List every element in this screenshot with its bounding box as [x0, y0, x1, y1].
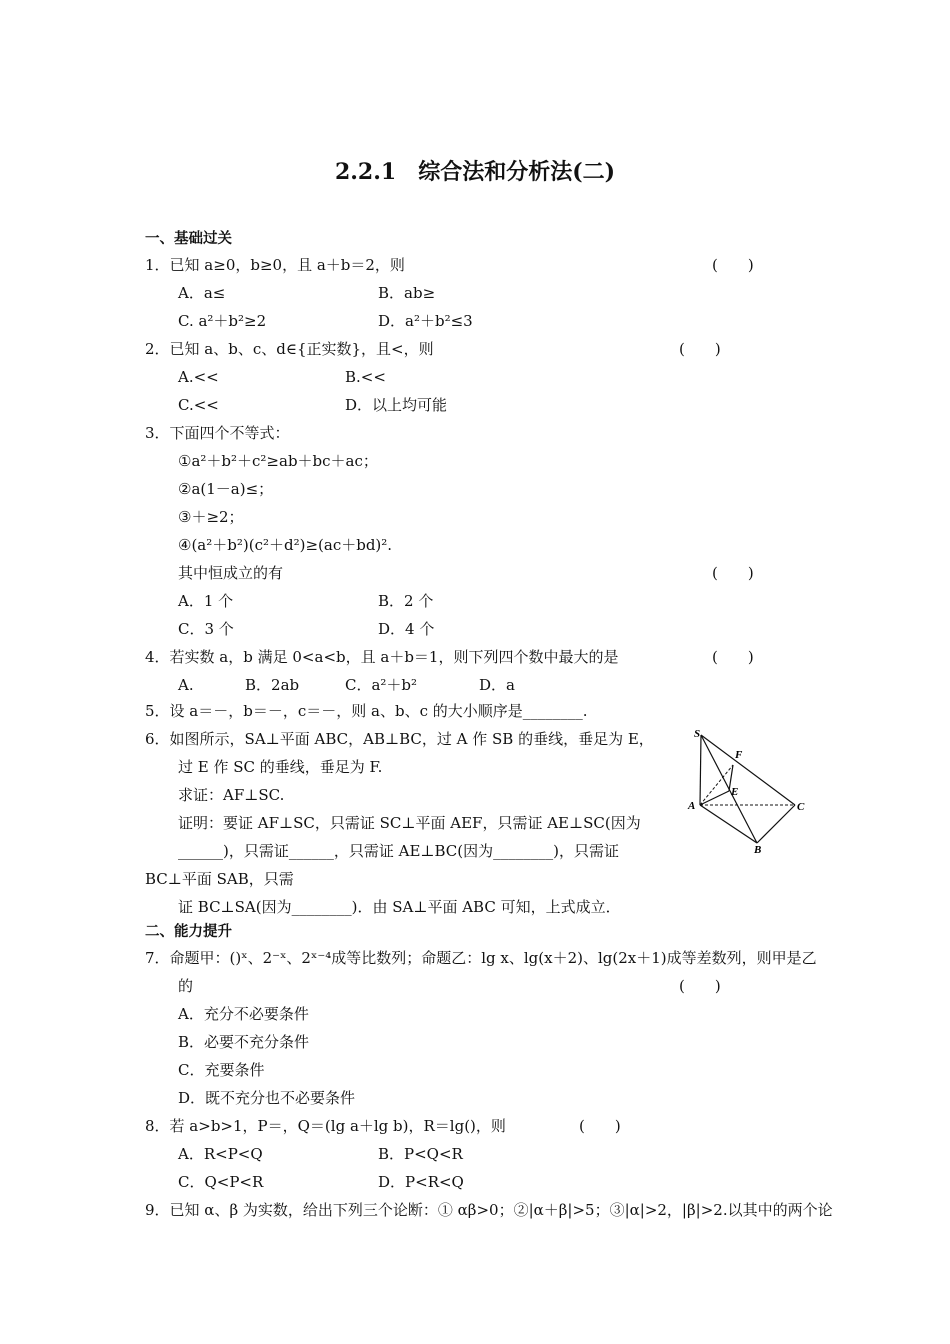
segment-af-hidden: [700, 765, 733, 805]
answer-bracket-q4: ( ): [712, 648, 754, 666]
q3-option-b: B．2 个: [378, 592, 434, 610]
question-5: 5．设 a＝－，b＝－，c＝－，则 a、b、c 的大小顺序是________.: [145, 702, 588, 720]
answer-bracket-q8: ( ): [579, 1117, 621, 1135]
q3-item-4: ④(a²＋b²)(c²＋d²)≥(ac＋bd)².: [178, 536, 393, 554]
q3-item-2: ②a(1－a)≤；: [178, 480, 274, 498]
q4-option-b: B．2ab: [245, 676, 300, 694]
question-3: 3．下面四个不等式：: [145, 424, 290, 442]
q3-option-a: A．1 个: [178, 592, 234, 610]
q3-stem: 其中恒成立的有: [178, 564, 284, 582]
q2-option-a: A.<<: [178, 368, 219, 386]
q3-option-d: D．4 个: [378, 620, 435, 638]
q1-option-a: A．a≤: [178, 284, 226, 302]
q8-option-d: D．P<R<Q: [378, 1173, 464, 1191]
pyramid-figure: [680, 725, 810, 855]
question-6-prove: 求证：AF⊥SC.: [178, 786, 285, 804]
q1-option-d: D．a²＋b²≤3: [378, 312, 473, 330]
answer-bracket-q7: ( ): [679, 977, 721, 995]
answer-bracket-q3: ( ): [712, 564, 754, 582]
question-7-line-2: 的: [178, 977, 194, 995]
edge-bc: [757, 805, 795, 843]
question-6-proof-line-4: 证 BC⊥SA(因为________)．由 SA⊥平面 ABC 可知，上式成立．: [178, 898, 621, 916]
edge-sa: [700, 735, 701, 805]
label-e: E: [731, 786, 739, 798]
label-f: F: [735, 749, 743, 761]
edge-sc: [701, 735, 795, 805]
segment-ae: [700, 791, 729, 805]
q8-option-c: C．Q<P<R: [178, 1173, 264, 1191]
q3-item-3: ③＋≥2；: [178, 508, 244, 526]
question-1: 1．已知 a≥0，b≥0，且 a＋b＝2，则: [145, 256, 405, 274]
q3-item-1: ①a²＋b²＋c²≥ab＋bc＋ac；: [178, 452, 378, 470]
label-a: A: [688, 800, 696, 812]
page-title: 2.2.1 综合法和分析法(二): [334, 159, 616, 185]
answer-bracket-q2: ( ): [679, 340, 721, 358]
question-8: 8．若 a>b>1，P＝，Q＝(lg a＋lg b)，R＝lg()，则: [145, 1117, 506, 1135]
edge-ab: [700, 805, 757, 843]
q7-option-d: D．既不充分也不必要条件: [178, 1089, 356, 1107]
label-b: B: [754, 844, 762, 855]
q1-option-b: B．ab≥: [378, 284, 436, 302]
q8-option-a: A．R<P<Q: [178, 1145, 263, 1163]
q7-option-b: B．必要不充分条件: [178, 1033, 310, 1051]
q4-option-c: C．a²＋b²: [345, 676, 418, 694]
section-heading-ability: 二、能力提升: [145, 924, 232, 940]
question-6-proof-line-3: BC⊥平面 SAB，只需: [145, 870, 294, 888]
label-s: S: [694, 728, 701, 740]
q1-option-c: C. a²＋b²≥2: [178, 312, 267, 330]
question-7-line-1: 7．命题甲：()ˣ、2⁻ˣ、2ˣ⁻⁴成等比数列；命题乙：lg x、lg(x＋2)、lg(2x＋1)成等差数列，则甲是乙: [145, 949, 817, 967]
q2-option-c: C.<<: [178, 396, 219, 414]
q3-option-c: C．3 个: [178, 620, 234, 638]
q8-option-b: B．P<Q<R: [378, 1145, 463, 1163]
answer-bracket-q1: ( ): [712, 256, 754, 274]
q2-option-d: D．以上均可能: [345, 396, 448, 414]
section-heading-basic: 一、基础过关: [145, 231, 232, 247]
question-2: 2．已知 a、b、c、d∈{正实数}，且<，则: [145, 340, 434, 358]
question-9: 9．已知 α、β 为实数，给出下列三个论断：① αβ>0；②|α＋β|>5；③|α|>2，|β|>2.以其中的两个论: [145, 1201, 833, 1219]
question-6-line-1: 6．如图所示，SA⊥平面 ABC，AB⊥BC，过 A 作 SB 的垂线，垂足为 E，: [145, 730, 654, 748]
q7-option-c: C．充要条件: [178, 1061, 265, 1079]
question-6-proof-line-1: 证明：要证 AF⊥SC，只需证 SC⊥平面 AEF，只需证 AE⊥SC(因为: [178, 814, 641, 832]
question-6-proof-line-2: ______)，只需证______，只需证 AE⊥BC(因为________)，只需证: [178, 842, 619, 860]
question-6-line-2: 过 E 作 SC 的垂线，垂足为 F.: [178, 758, 383, 776]
question-4: 4．若实数 a，b 满足 0<a<b，且 a＋b＝1，则下列四个数中最大的是: [145, 648, 619, 666]
q7-option-a: A．充分不必要条件: [178, 1005, 309, 1023]
q4-option-a: A.: [178, 676, 194, 694]
q4-option-d: D．a: [479, 676, 515, 694]
label-c: C: [797, 801, 805, 813]
q2-option-b: B.<<: [345, 368, 386, 386]
